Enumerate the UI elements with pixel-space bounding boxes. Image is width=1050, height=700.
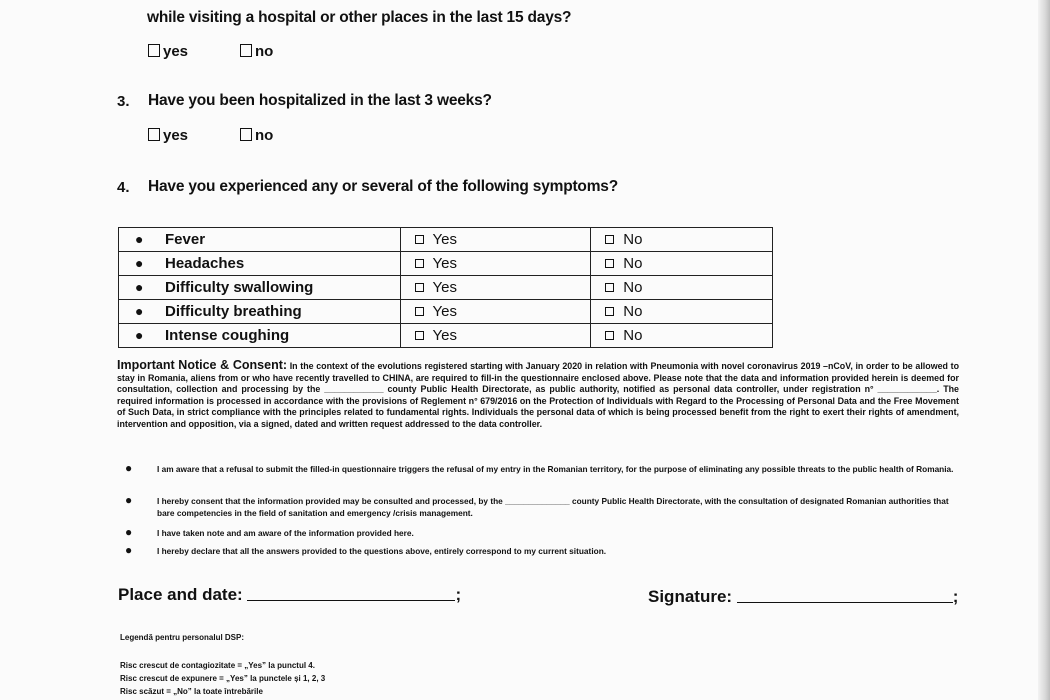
checkbox-icon[interactable] <box>415 331 424 340</box>
signature-label: Signature: <box>648 587 733 606</box>
checkbox-icon[interactable] <box>415 235 424 244</box>
symptom-no-label: No <box>623 303 643 320</box>
place-date-input[interactable] <box>247 587 455 601</box>
table-row <box>119 276 773 300</box>
legend-line: Risc crescut de expunere = „Yes” la punctele și 1, 2, 3 <box>120 674 326 683</box>
page-edge-shadow <box>1038 0 1050 700</box>
symptom-no-option[interactable] <box>591 252 773 276</box>
bullet-icon: ● <box>135 303 144 319</box>
table-row <box>119 228 773 252</box>
symptom-yes-label: Yes <box>432 303 457 320</box>
bullet-icon: ● <box>135 279 144 295</box>
declaration-text: I have taken note and am aware of the information provided here. <box>157 528 414 538</box>
symptom-yes-label: Yes <box>432 231 457 248</box>
symptom-name: Difficulty swallowing <box>165 279 314 296</box>
symptom-no-label: No <box>623 231 643 248</box>
place-date-field <box>118 585 461 605</box>
bullet-icon: ● <box>125 461 133 475</box>
notice-body: In the context of the evolutions registered starting with January 2020 in relation with Pneumonia with novel coronavirus 2019 –nCoV, in order to be allowed to stay in Romania, aliens from or who have recently travelled to CHINA, are required to fill-in the questionnaire enclosed above. Please note that the data and information provided herein is deemed for consultation, collection and processing by the ____________ county Public Health Directorate, as public authority, notified as personal data controller, under registration n° ____________. The required information is processed in accordance with the provisions of Reglement n° 679/2016 on the Protection of Individuals with Regard to the Processing of Personal Data and the Free Movement of Such Data, in strict compliance with the principles related to fundamental rights. Individuals the personal data of which is being processed benefit from the right to exert their rights of amendment, intervention and opposition, via a signed, dated and written request addressed to the data controller. <box>117 361 959 429</box>
question-3-no-label: no <box>255 127 274 144</box>
table-row <box>119 324 773 348</box>
signature-input[interactable] <box>737 589 953 603</box>
symptoms-table <box>118 227 773 348</box>
legend-title: Legendă pentru personalul DSP: <box>120 633 245 642</box>
notice-paragraph <box>117 360 959 431</box>
symptom-no-label: No <box>623 327 643 344</box>
notice-heading: Important Notice & Consent: <box>117 358 288 372</box>
symptom-no-option[interactable] <box>591 228 773 252</box>
legend-line: Risc scăzut = „No” la toate întrebările <box>120 687 263 696</box>
checkbox-icon[interactable] <box>240 128 252 141</box>
bullet-icon: ● <box>135 327 144 343</box>
question-3-text: Have you been hospitalized in the last 3 weeks? <box>148 92 492 109</box>
bullet-icon: ● <box>125 525 133 539</box>
signature-end: ; <box>952 587 959 606</box>
symptom-no-label: No <box>623 279 643 296</box>
checkbox-icon[interactable] <box>605 331 614 340</box>
declaration-text: I hereby consent that the information provided may be consulted and processed, by the ______________ county Public Health Directorate, with the consultation of designated Romanian authorities that bare competencies in the field of sanitation and emergency /crisis management. <box>157 496 949 518</box>
symptom-no-option[interactable] <box>591 300 773 324</box>
signature-field <box>648 587 958 607</box>
checkbox-icon[interactable] <box>148 44 160 57</box>
bullet-icon: ● <box>125 493 133 507</box>
symptom-name: Headaches <box>165 255 245 272</box>
question-2-text: while visiting a hospital or other places in the last 15 days? <box>147 9 572 26</box>
table-row <box>119 252 773 276</box>
checkbox-icon[interactable] <box>148 128 160 141</box>
symptom-yes-option[interactable] <box>400 228 591 252</box>
question-2-no-label: no <box>255 43 274 60</box>
place-date-end: ; <box>455 585 462 604</box>
question-3-number: 3. <box>117 93 130 110</box>
checkbox-icon[interactable] <box>605 283 614 292</box>
bullet-icon: ● <box>135 255 144 271</box>
symptom-yes-option[interactable] <box>400 300 591 324</box>
declaration-text: I am aware that a refusal to submit the filled-in questionnaire triggers the refusal of my entry in the Romanian territory, for the purpose of eliminating any possible threats to the public health of Romania. <box>157 464 954 474</box>
checkbox-icon[interactable] <box>415 307 424 316</box>
question-4-text: Have you experienced any or several of the following symptoms? <box>148 178 618 195</box>
symptom-yes-label: Yes <box>432 279 457 296</box>
bullet-icon: ● <box>125 543 133 557</box>
question-2-yes-label: yes <box>163 43 189 60</box>
bullet-icon: ● <box>135 231 144 247</box>
checkbox-icon[interactable] <box>605 235 614 244</box>
question-3-yes-option[interactable] <box>148 127 188 144</box>
symptom-yes-label: Yes <box>432 327 457 344</box>
symptom-name: Fever <box>165 231 206 248</box>
symptom-yes-option[interactable] <box>400 276 591 300</box>
table-row <box>119 300 773 324</box>
symptom-name: Intense coughing <box>165 327 290 344</box>
symptom-yes-option[interactable] <box>400 324 591 348</box>
checkbox-icon[interactable] <box>605 307 614 316</box>
symptom-no-option[interactable] <box>591 276 773 300</box>
checkbox-icon[interactable] <box>605 259 614 268</box>
place-date-label: Place and date: <box>118 585 243 604</box>
declaration-text: I hereby declare that all the answers provided to the questions above, entirely correspond to my current situation. <box>157 546 607 556</box>
symptom-no-label: No <box>623 255 643 272</box>
symptom-yes-option[interactable] <box>400 252 591 276</box>
legend-line: Risc crescut de contagiozitate = „Yes” la punctul 4. <box>120 661 315 670</box>
question-3-no-option[interactable] <box>240 127 273 144</box>
question-2-no-option[interactable] <box>240 43 273 60</box>
checkbox-icon[interactable] <box>415 283 424 292</box>
question-3-yes-label: yes <box>163 127 189 144</box>
symptom-no-option[interactable] <box>591 324 773 348</box>
symptom-name: Difficulty breathing <box>165 303 302 320</box>
symptom-yes-label: Yes <box>432 255 457 272</box>
checkbox-icon[interactable] <box>240 44 252 57</box>
question-4-number: 4. <box>117 179 130 196</box>
checkbox-icon[interactable] <box>415 259 424 268</box>
question-2-yes-option[interactable] <box>148 43 188 60</box>
